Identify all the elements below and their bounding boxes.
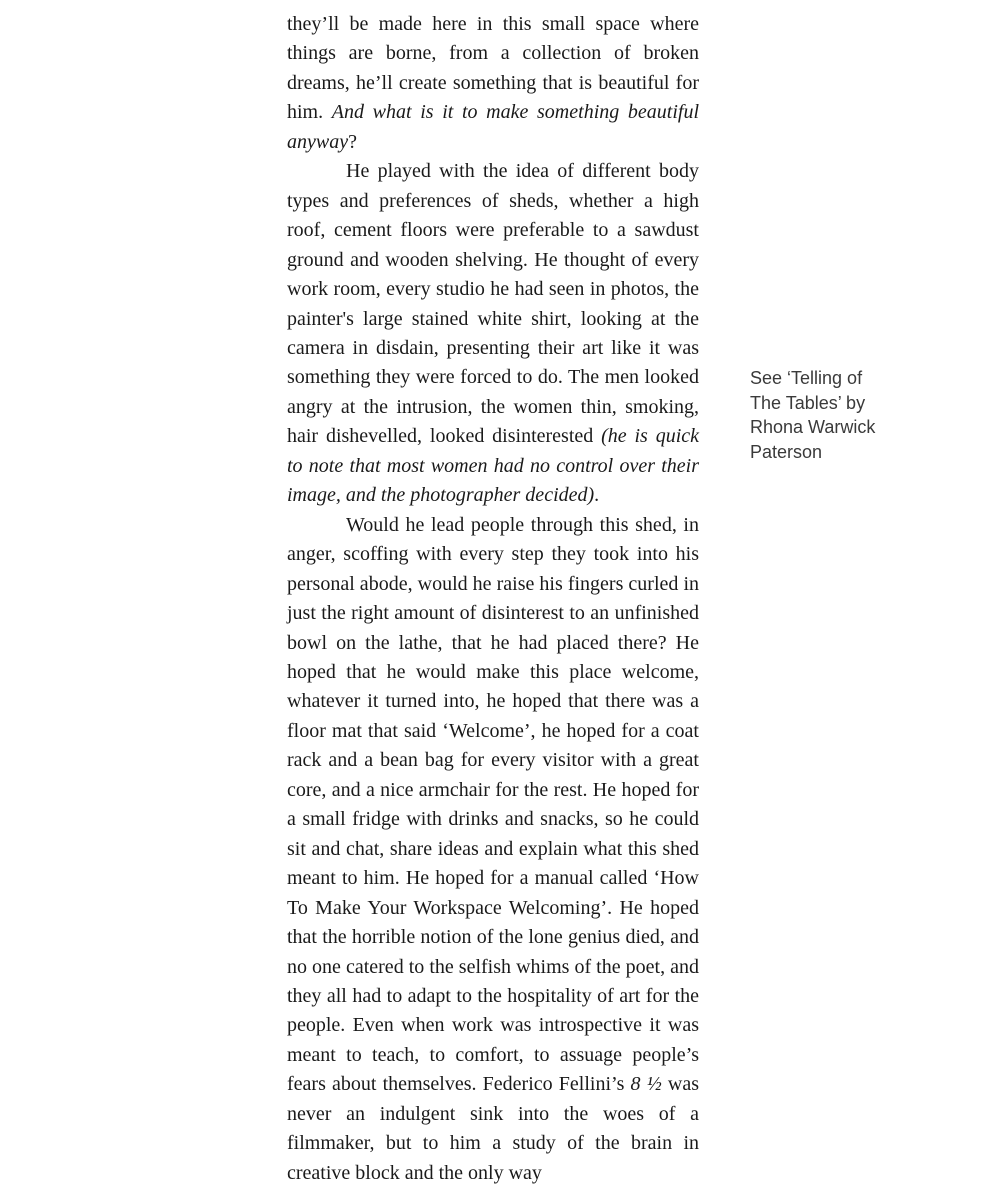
paragraph-1-question-mark: ? bbox=[348, 130, 357, 153]
body-text bbox=[287, 10, 699, 1188]
paragraph-2-italic-aside: (he is quick to note that most women had no control over their image, and the photographer decided) bbox=[287, 425, 699, 507]
margin-note bbox=[750, 366, 900, 464]
margin-note-line: The Tables’ by bbox=[750, 392, 866, 413]
paragraph-1-italic-question: And what is it to make something beautiful anyway bbox=[287, 101, 700, 153]
paragraph-3-text-end: was never an indulgent sink into the woes of a filmmaker, but to him a study of the brain in creative block and the only way bbox=[287, 1073, 699, 1184]
paragraph-3 bbox=[287, 511, 699, 1188]
paragraph-1-text: they’ll be made here in this small space where things are borne, from a collection of broken dreams, he’ll create something that is beautiful for him. bbox=[287, 13, 699, 124]
paragraph-2 bbox=[287, 157, 699, 510]
margin-note-line: Paterson bbox=[750, 441, 823, 462]
paragraph-1 bbox=[287, 10, 699, 157]
paragraph-2-text: He played with the idea of different body types and preferences of sheds, whether a high roof, cement floors were preferable to a sawdust ground and wooden shelving. He thought of every work room, every studio he had seen in photos, the painter's large stained white shirt, looking at the camera in disdain, presenting their art like it was something they were forced to do. The men looked angry at the intrusion, the women thin, smoking, hair dishevelled, looked disinterested bbox=[287, 160, 699, 448]
paragraph-3-text: Would he lead people through this shed, in anger, scoffing with every step they took into his personal abode, would he raise his fingers curled in just the right amount of disinterest to an unfinished bowl on the lathe, that he had placed there? He hoped that he would make this place welcome, whatever it turned into, he hoped that there was a floor mat that said ‘Welcome’, he hoped for a coat rack and a bean bag for every visitor with a great core, and a nice armchair for the rest. He hoped for a small fridge with drinks and snacks, so he could sit and chat, share ideas and explain what this shed meant to him. He hoped for a manual called ‘How To Make Your Workspace Welcoming’. He hoped that the horrible notion of the lone genius died, and no one catered to the selfish whims of the poet, and they all had to adapt to the hospitality of art for the people. Even when work was introspective it was meant to teach, to comfort, to assuage people’s fears about themselves. Federico Fellini’s bbox=[287, 513, 699, 1096]
margin-note-line: See ‘Telling of bbox=[750, 368, 863, 388]
paragraph-2-period: . bbox=[594, 484, 600, 507]
margin-note-line: Rhona Warwick bbox=[750, 417, 876, 437]
film-title: 8 ½ bbox=[630, 1073, 662, 1096]
